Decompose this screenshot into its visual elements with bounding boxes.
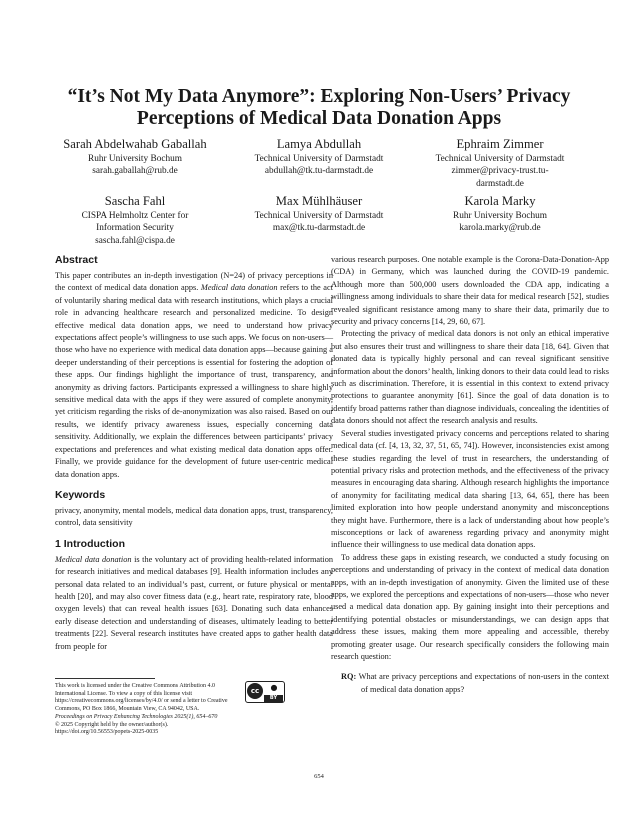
author-block (405, 136, 595, 190)
author-email: karola.marky@rub.de (459, 223, 541, 234)
right-column (331, 254, 609, 696)
author-block (224, 136, 414, 178)
copyright-line: © 2025 Copyright held by the owner/author(s). (55, 721, 169, 728)
introduction-heading: 1 Introduction (55, 537, 125, 550)
author-affiliation: Technical University of Darmstadt (254, 211, 384, 221)
author-name: Sascha Fahl (104, 194, 166, 208)
license-footnote (55, 678, 333, 737)
author-block (40, 193, 230, 247)
intro-paragraph: Medical data donation is the voluntary act of providing health-related information for research initiatives and medical databases [9]. Health information includes any personal data related to an individual’s past, current, or future physical or mental health [20], and may also cover fitness data (e.g., heart rate, respiratory rate, blood oxygen levels) that can reveal health issues [63]. Donating such data enhances early disease detection and understanding of diseases, ultimately leading to better treatments [22]. Several research institutes have created apps to gather health data from people for (55, 554, 333, 651)
left-column (55, 254, 333, 653)
intro-paragraph: Protecting the privacy of medical data donors is not only an ethical imperative but also ensures their trust and willingness to share their data [18, 64]. Given that donated data is typically highly personal and can reveal significant sensitive information about the donors’ health, linking donors to their data could lead to risks such as discrimination. Therefore, it is essential in this context to extend privacy protections to guarantee anonymity [61]. Since the goal of data donation is to identify broad patterns rather than diagnose individuals, concealing the identities of data donors should not affect the research analysis and results. (331, 329, 609, 426)
author-affiliation: CISPA Helmholtz Center for (81, 211, 189, 221)
author-name: Sarah Abdelwahab Gaballah (63, 137, 207, 151)
license-text: This work is licensed under the Creative Commons Attribution 4.0 International License. To view a copy of this license visit https://creativecommons.org/licenses/by/4.0/ or send a letter to Creative Commons, PO Box 1866, Mountain View, CA 94042, USA. (55, 683, 228, 713)
intro-paragraph: To address these gaps in existing research, we conducted a study focusing on perceptions and understanding of privacy in the context of medical data donation apps, with an in-depth investigation of anonymity. Given the limited use of these apps, we explored the perceptions and expectations of non-users—those who never used a medical data donation app. By gaining insight into their perceptions and identifying potential obstacles or misunderstandings, we can design apps that address these issues, making them more appealing and accessible, thereby promoting greater usage. Our research specifically considers the following main research question: (331, 552, 609, 661)
footnote-rule (55, 678, 155, 679)
abstract-text: This paper contributes an in-depth investigation (N=24) of privacy perceptions in the context of medical data donation apps. Medical data donation refers to the act of voluntarily sharing medical data with research institutions, which plays a crucial role in advancing healthcare research and personalized medicine. To design effective medical data donation apps, we need to understand how privacy expectations affect people’s willingness to use such apps. We focus on non-users—those who have no experience with medical data donation apps—because gaining a deeper understanding of their perceptions is essential for fostering the adoption of these apps. Our findings highlight the importance of trust, transparency, and anonymity as driving factors. Participants expressed a willingness to share highly sensitive medical data with the apps if they were assured of complete anonymity, yet criticism regarding the risks of de-anonymization was also raised. Based on our results, we identify privacy awareness issues, especially concerning data sensitivity. Additionally, we explain the differences between participants’ privacy expectations and preferences and what existing medical data donation apps offer. Finally, we provide guidance for the development of future user-centric medical data donation apps. (55, 271, 333, 479)
research-question: RQ: What are privacy perceptions and expectations of non-users in the context of medical data donation apps? (341, 672, 609, 694)
author-name: Karola Marky (464, 194, 536, 208)
keywords-text: privacy, anonymity, mental models, medical data donation apps, trust, transparency, control, data sensitivity (55, 505, 333, 528)
person-icon: ● (270, 683, 278, 692)
by-label: BY (264, 695, 283, 702)
author-affiliation: Ruhr University Bochum (453, 211, 547, 221)
keywords-heading: Keywords (55, 488, 106, 501)
author-affiliation: Information Security (96, 223, 174, 234)
author-block (405, 193, 595, 235)
author-affiliation: Technical University of Darmstadt (254, 154, 384, 164)
author-email: sascha.fahl@cispa.de (95, 235, 175, 246)
author-name: Ephraim Zimmer (456, 137, 544, 151)
author-name: Lamya Abdullah (276, 137, 362, 151)
author-email: max@tk.tu-darmstadt.de (272, 223, 366, 234)
author-affiliation: Ruhr University Bochum (88, 154, 182, 164)
cc-by-license-badge[interactable] (245, 681, 285, 703)
paper-title: “It’s Not My Data Anymore”: Exploring Non-Users’ Privacy Perceptions of Medical Data Donation Apps (67, 86, 571, 129)
author-email: abdullah@tk.tu-darmstadt.de (264, 166, 374, 177)
author-block (224, 193, 414, 235)
page-number: 654 (314, 773, 324, 780)
proceedings-line: Proceedings on Privacy Enhancing Technologies 2025(1), 654–670 (55, 713, 218, 720)
author-email: sarah.gaballah@rub.de (92, 166, 178, 177)
doi-link[interactable]: https://doi.org/10.56553/popets-2025-0035 (55, 729, 159, 736)
author-affiliation: Technical University of Darmstadt (435, 154, 565, 164)
creative-commons-icon: cc (247, 683, 263, 699)
author-name: Max Mühlhäuser (275, 194, 363, 208)
intro-paragraph: various research purposes. One notable example is the Corona-Data-Donation-App (CDA) in Germany, which was launched during the COVID-19 pandemic. Although more than 500,000 users downloaded the CDA app, indicating a willingness among individuals to share their data for medical research [52], studies revealed significant resistance among many to share their data, primarily due to security and privacy concerns [14, 29, 60, 67]. (331, 255, 609, 327)
intro-paragraph: Several studies investigated privacy concerns and perceptions related to sharing medical data (cf. [4, 13, 32, 37, 51, 65, 74]). However, inconsistencies exist among these studies regarding the level of trust in researchers, the understanding of potential privacy risks and protection methods, and the effectiveness of the privacy measures in encouraging data sharing. Although research highlights the importance of anonymity for facilitating medical data sharing [13, 64, 65], there has been limited exploration into how people understand anonymity and misconceptions they might have. Furthermore, there is a lack of understanding about how people’s misconceptions or lack of awareness regarding privacy and anonymity might influence their willingness to use medical data donation apps. (331, 428, 609, 550)
author-email: darmstadt.de (476, 178, 524, 189)
abstract-heading: Abstract (55, 254, 98, 266)
author-block (40, 136, 230, 178)
author-email: zimmer@privacy-trust.tu- (451, 166, 549, 177)
